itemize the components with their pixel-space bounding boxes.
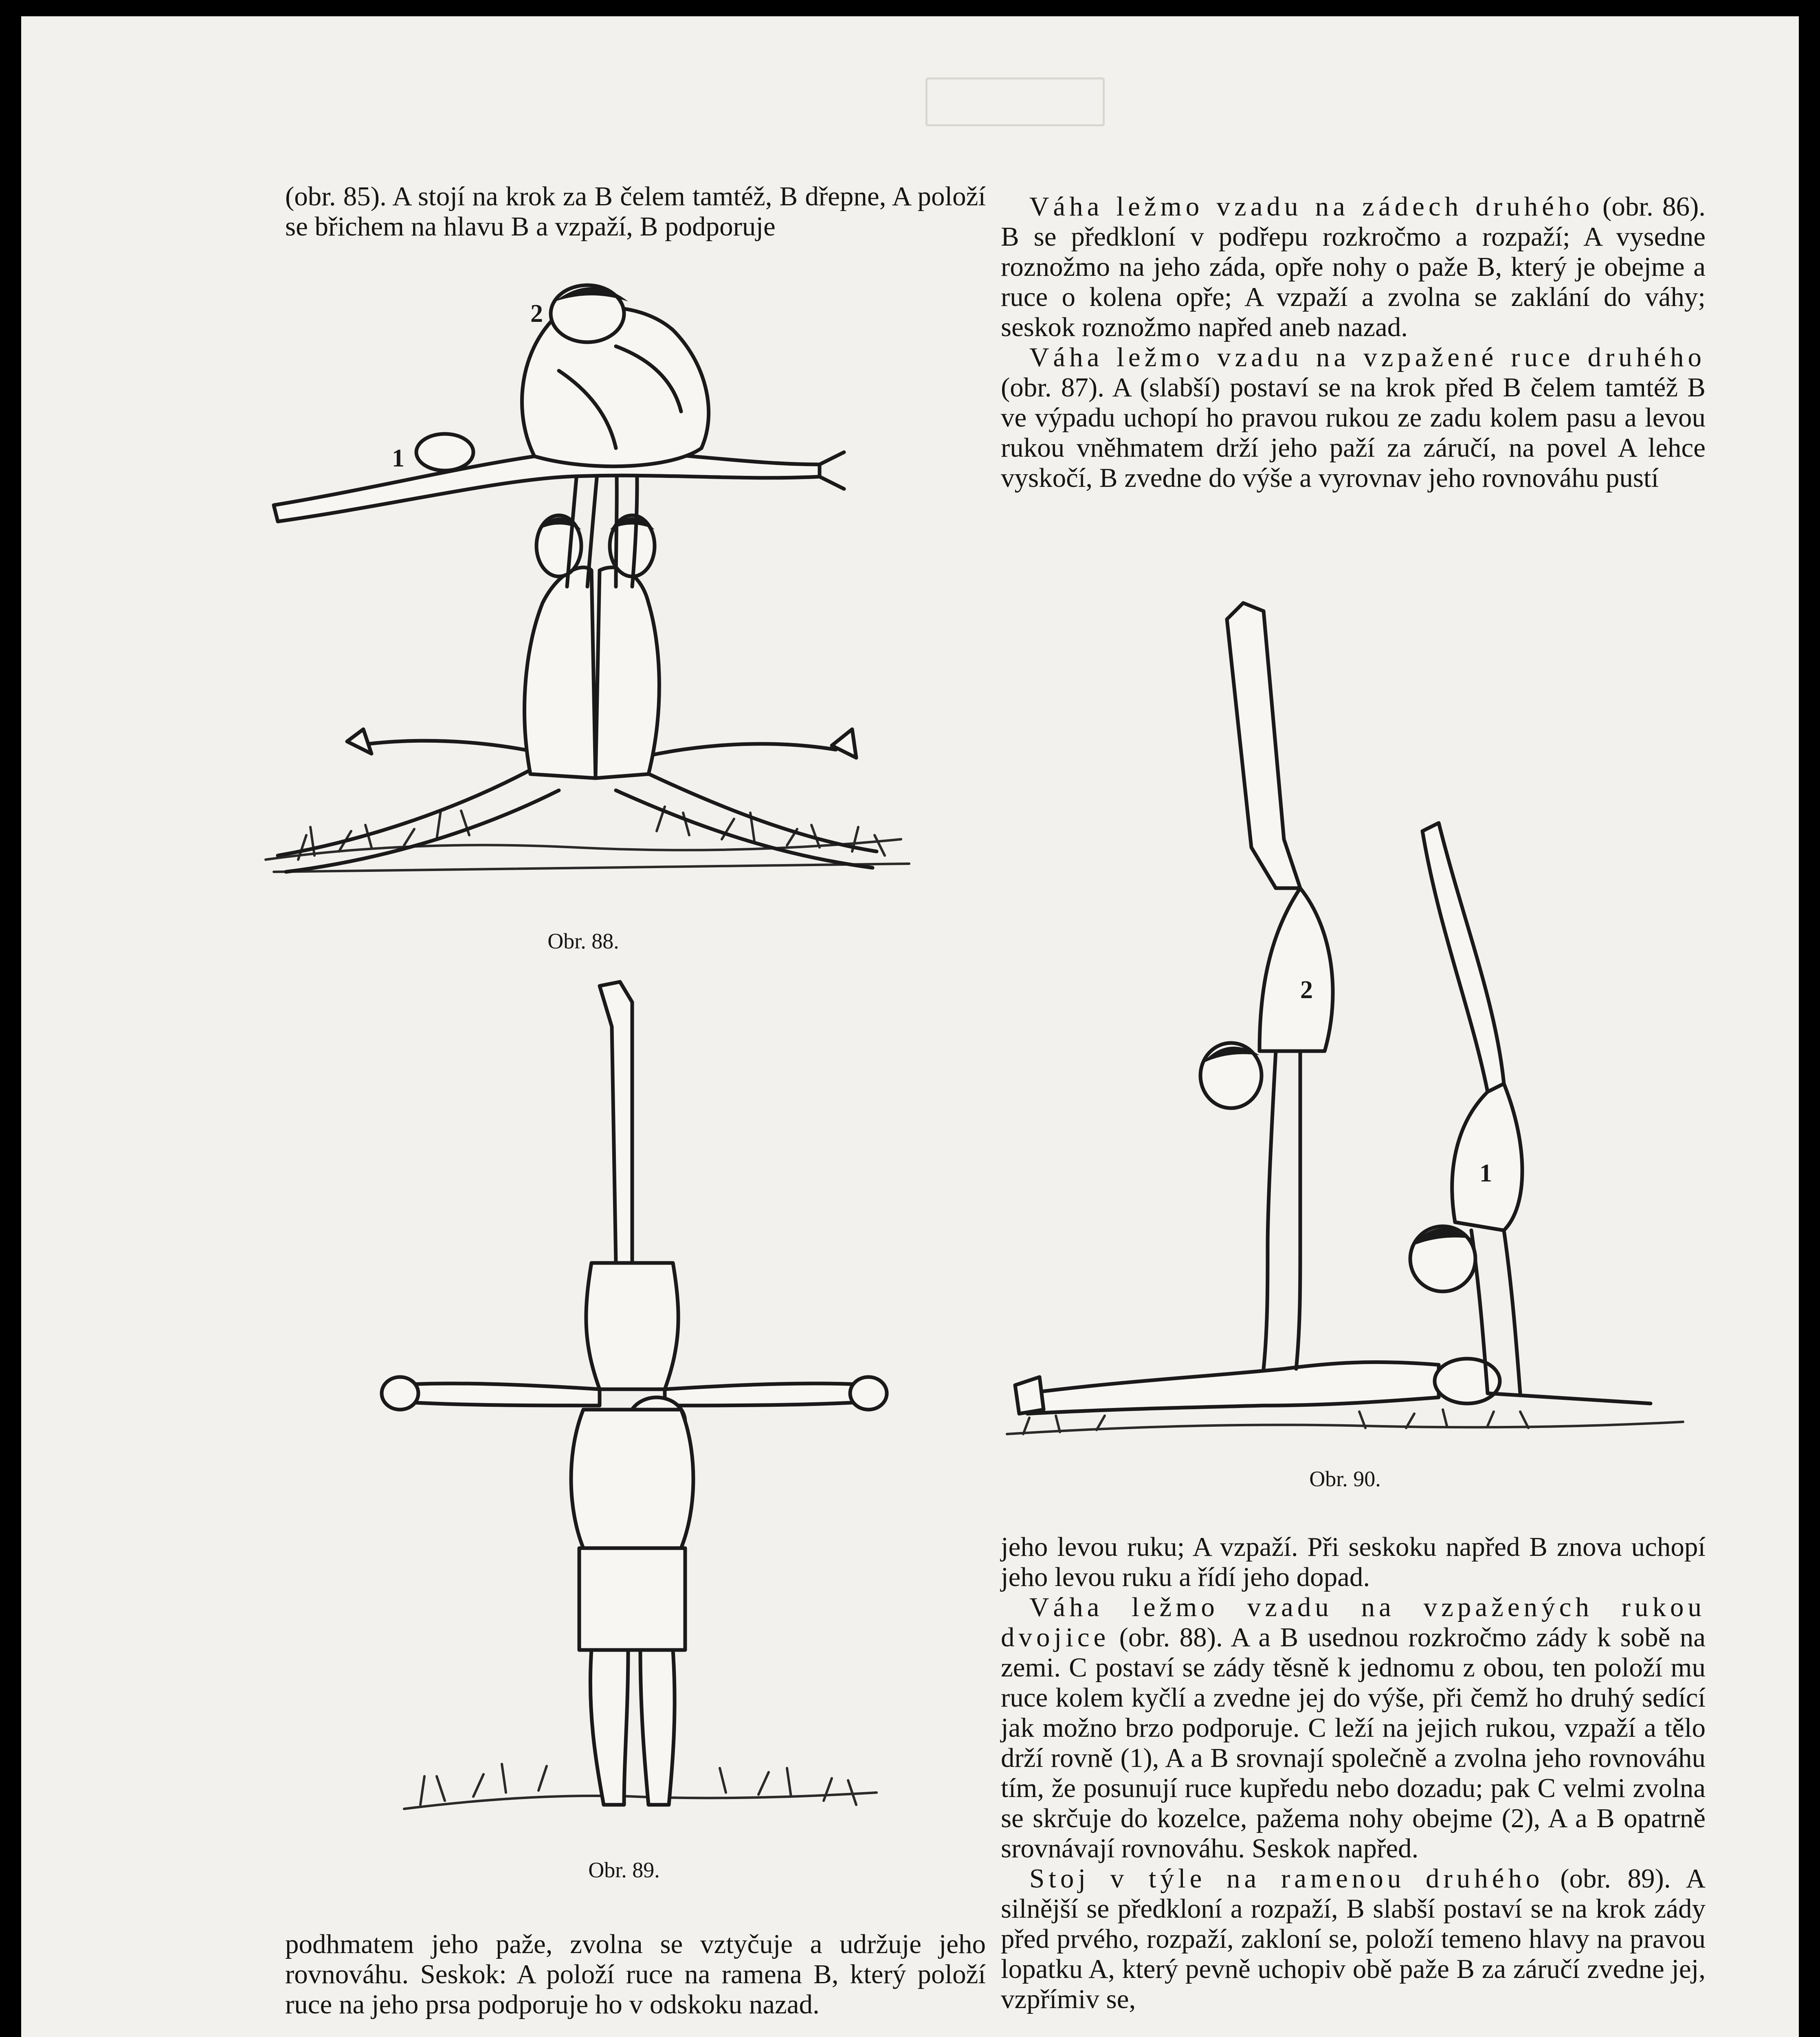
paragraph-text: (obr. 89). A silnější se předkloní a rozpaží, B slabší postaví se na krok zády před prvého, rozpaží, zakloní se, položí temeno hlavy na pravou lopatku A, který pevně uchopiv obě paže B za záručí zvedne jej, vzpřímiv se, [1001, 1863, 1706, 2014]
paragraph-heading: Váha ležmo vzadu na zádech druhého [1029, 191, 1594, 222]
figure-88-label-1: 1 [392, 444, 404, 472]
left-column-top [285, 181, 986, 242]
figure-90-caption: Obr. 90. [1309, 1467, 1381, 1491]
figure-88-caption: Obr. 88. [547, 929, 619, 953]
paragraph: (obr. 85). A stojí na krok za B čelem tamtéž, B dřepne, A položí se břichem na hlavu B a vzpaží, B podporuje [285, 181, 986, 242]
right-column-bottom [1001, 1532, 1706, 2014]
paragraph-text: (obr. 87). A (slabší) postaví se na krok před B čelem tamtéž B ve výpadu uchopí ho pravou rukou ze zadu kolem pasu a levou rukou vněhmatem drží jeho paží za záručí, na povel A lehce vyskočí, B zvedne do výše a vyrovnav jeho rovnováhu pustí [1001, 372, 1706, 493]
paragraph-text: jeho levou ruku; A vzpaží. Při seskoku napřed B znova uchopí jeho levou ruku a řídí jeho dopad. [1001, 1532, 1706, 1592]
faint-stamp-mark [925, 77, 1105, 126]
paragraph-vaha-na-vzpazene-ruce [1001, 342, 1706, 493]
figure-89-illustration [371, 978, 901, 1829]
figure-90-label-2: 2 [1300, 976, 1313, 1004]
paragraph-vaha-na-zadech [1001, 191, 1706, 342]
left-column-bottom [285, 1929, 986, 2019]
paragraph-heading: Váha ležmo vzadu na vzpažených rukou dvojice [1001, 1592, 1706, 1652]
figure-88-label-2: 2 [530, 300, 543, 328]
figure-90-illustration [999, 595, 1699, 1458]
paragraph-text: (obr. 88). A a B usednou rozkročmo zády k sobě na zemi. C postaví se zády těsně k jednomu z obou, ten položí mu ruce kolem kyčlí a zvedne jej do výše, při čemž ho druhý sedící jak možno brzo podporuje. C leží na jejich rukou, vzpaží a tělo drží rovně (1), A a B srovnají společně a zvolna jeho rovnováhu tím, že posunují ruce kupředu nebo dozadu; pak C velmi zvolna se skrčuje do kozelce, pažema nohy obejme (2), A a B opatrně srovnávají rovnováhu. Seskok napřed. [1001, 1622, 1706, 1863]
figure-90-label-1: 1 [1479, 1159, 1492, 1187]
paragraph-heading: Stoj v týle na ramenou druhého [1029, 1863, 1544, 1894]
book-page [21, 16, 1799, 2037]
paragraph-stoj-v-tyle [1001, 1863, 1706, 2014]
paragraph: podhmatem jeho paže, zvolna se vztyčuje a udržuje jeho rovnováhu. Seskok: A položí ruce na ramena B, který položí ruce na jeho prsa podporuje ho v odskoku nazad. [285, 1929, 986, 2019]
right-column-top [1001, 191, 1706, 493]
figure-88-illustration [249, 277, 1007, 913]
paragraph-heading: Váha ležmo vzadu na vzpažené ruce druhého [1029, 342, 1706, 372]
paragraph-text: (obr. 86). B se předkloní v podřepu rozkročmo a rozpaží; A vysedne roznožmo na jeho záda, opře nohy o paže B, který je obejme a ruce o kolena opře; A vzpaží a zvolna se zaklání do váhy; seskok roznožmo napřed aneb nazad. [1001, 191, 1706, 342]
figure-89-caption: Obr. 89. [588, 1858, 660, 1882]
paragraph-vaha-na-rukou-dvojice [1001, 1592, 1706, 1863]
paragraph-continuation [1001, 1532, 1706, 1592]
